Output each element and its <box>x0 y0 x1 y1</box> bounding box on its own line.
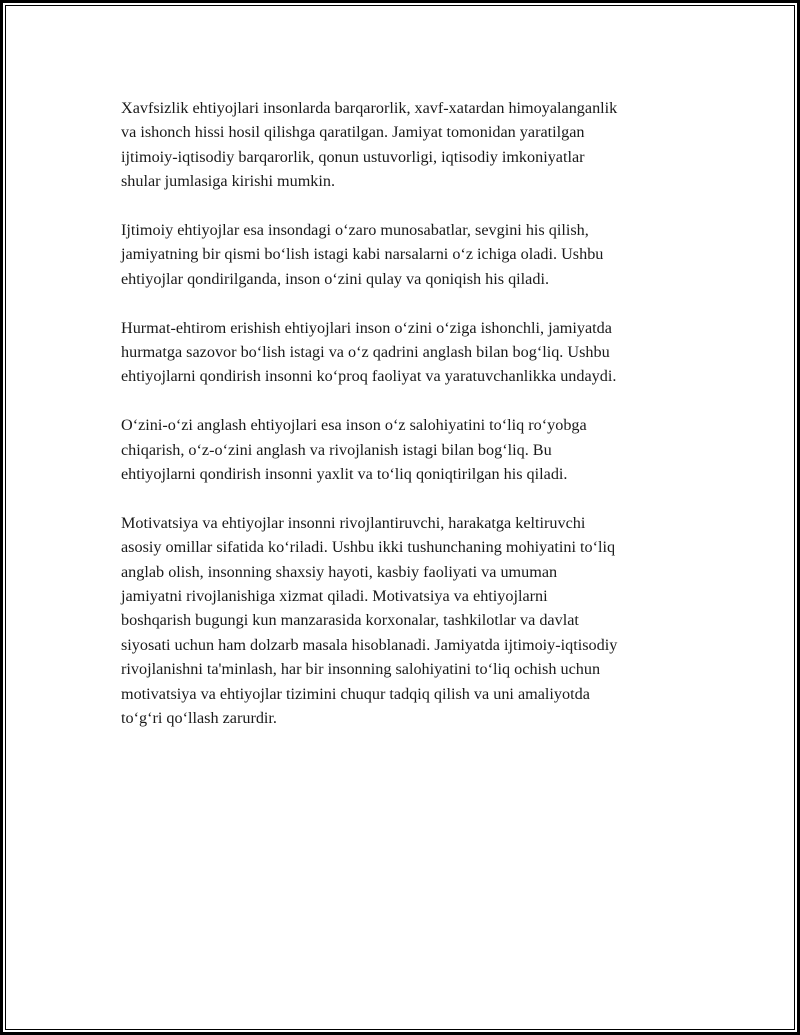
text-line: hurmatga sazovor bo‘lish istagi va o‘z qadrini anglash bilan bog‘liq. Ushbu <box>121 343 610 362</box>
text-line: chiqarish, o‘z-o‘zini anglash va rivojlanish istagi bilan bog‘liq. Bu <box>121 440 552 459</box>
text-line: asosiy omillar sifatida ko‘riladi. Ushbu ikki tushunchaning mohiyatini to‘liq <box>121 538 616 557</box>
text-line: shular jumlasiga kirishi mumkin. <box>121 172 336 191</box>
text-line: to‘g‘ri qo‘llash zarurdir. <box>121 709 277 728</box>
text-line: Motivatsiya va ehtiyojlar insonni rivojlantiruvchi, harakatga keltiruvchi <box>121 513 586 532</box>
document-body <box>121 96 701 755</box>
text-line: va ishonch hissi hosil qilishga qaratilgan. Jamiyat tomonidan yaratilgan <box>121 123 585 142</box>
text-line: ehtiyojlarni qondirish insonni ko‘proq faoliyat va yaratuvchanlikka undaydi. <box>121 367 617 386</box>
text-line: ehtiyojlarni qondirish insonni yaxlit va to‘liq qoniqtirilgan his qiladi. <box>121 465 568 484</box>
paragraph-motivation-conclusion <box>121 511 701 731</box>
text-line: anglab olish, insonning shaxsiy hayoti, kasbiy faoliyati va umuman <box>121 562 558 581</box>
text-line: Xavfsizlik ehtiyojlari insonlarda barqarorlik, xavf-xatardan himoyalanganlik <box>121 99 618 117</box>
text-line: jamiyatning bir qismi bo‘lish istagi kabi narsalarni o‘z ichiga oladi. Ushbu <box>121 245 604 264</box>
paragraph-security-needs <box>121 96 701 194</box>
text-line: jamiyatni rivojlanishiga xizmat qiladi. Motivatsiya va ehtiyojlarni <box>121 587 548 606</box>
paragraph-social-needs <box>121 218 701 291</box>
text-line: boshqarish bugungi kun manzarasida korxonalar, tashkilotlar va davlat <box>121 611 579 630</box>
text-line: ehtiyojlar qondirilganda, inson o‘zini qulay va qoniqish his qiladi. <box>121 269 550 288</box>
paragraph-self-actualization-needs <box>121 413 701 486</box>
paragraph-esteem-needs <box>121 316 701 389</box>
text-line: siyosati uchun ham dolzarb masala hisoblanadi. Jamiyatda ijtimoiy-iqtisodiy <box>121 635 618 654</box>
text-line: O‘zini-o‘zi anglash ehtiyojlari esa inson o‘z salohiyatini to‘liq ro‘yobga <box>121 416 587 435</box>
text-line: motivatsiya va ehtiyojlar tizimini chuqur tadqiq qilish va uni amaliyotda <box>121 684 590 703</box>
text-line: rivojlanishni ta'minlash, har bir insonning salohiyatini to‘liq ochish uchun <box>121 660 601 679</box>
text-line: Ijtimoiy ehtiyojlar esa insondagi o‘zaro munosabatlar, sevgini his qilish, <box>121 221 589 240</box>
text-line: ijtimoiy-iqtisodiy barqarorlik, qonun ustuvorligi, iqtisodiy imkoniyatlar <box>121 147 585 166</box>
text-line: Hurmat-ehtirom erishish ehtiyojlari inson o‘zini o‘ziga ishonchli, jamiyatda <box>121 318 612 337</box>
